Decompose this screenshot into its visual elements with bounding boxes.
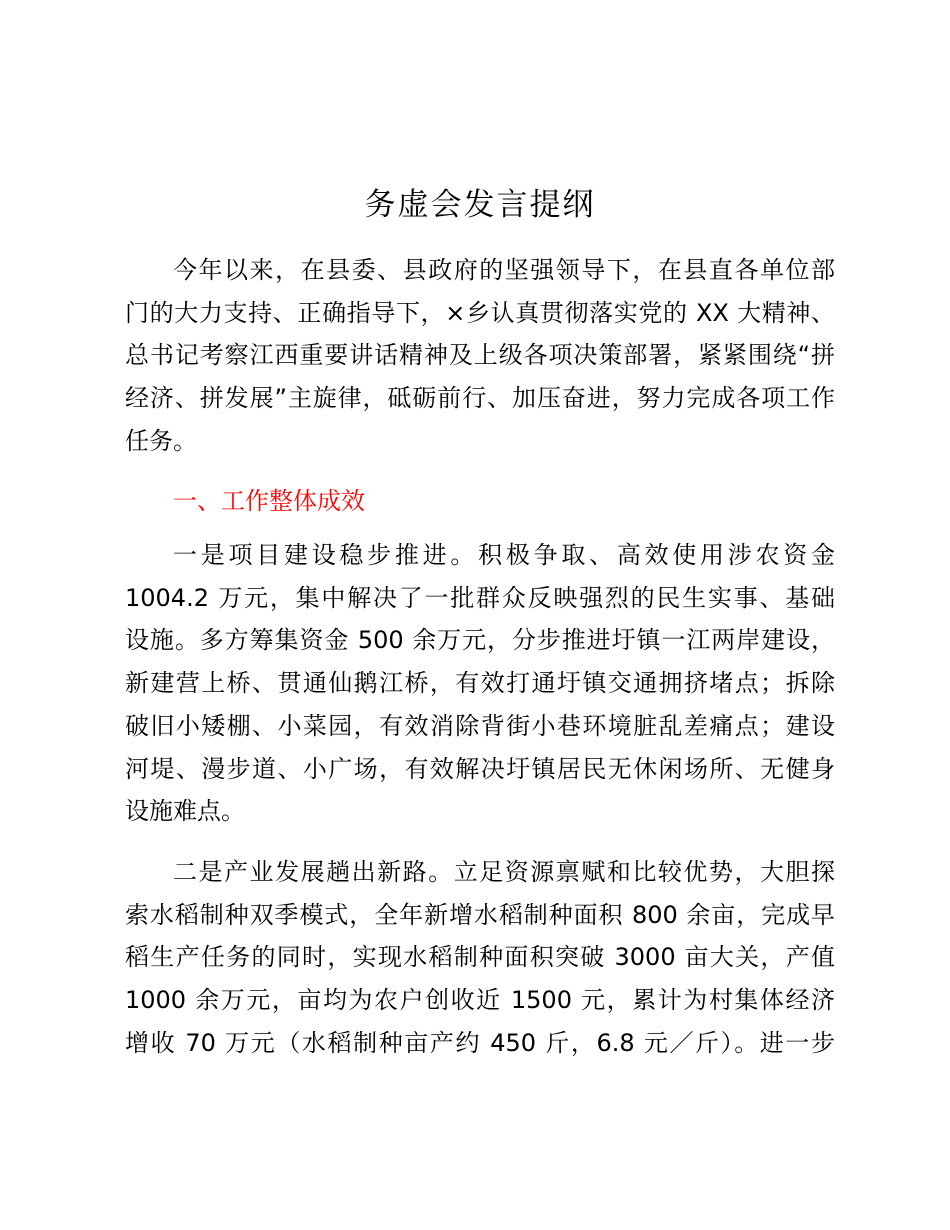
project-line: 河堤、漫步道、小广场，有效解决圩镇居民无休闲场所、无健身 bbox=[125, 754, 835, 783]
intro-line: 任务。 bbox=[125, 426, 197, 455]
intro-line: 门的大力支持、正确指导下，×乡认真贯彻落实党的 XX 大精神、 bbox=[125, 298, 835, 327]
project-line: 一是项目建设稳步推进。积极争取、高效使用涉农资金 bbox=[173, 541, 835, 569]
intro-paragraph bbox=[125, 249, 835, 463]
project-line: 设施。多方筹集资金 500 余万元，分步推进圩镇一江两岸建设， bbox=[125, 626, 835, 655]
industry-line: 索水稻制种双季模式，全年新增水稻制种面积 800 余亩，完成早 bbox=[125, 900, 835, 929]
industry-line: 稻生产任务的同时，实现水稻制种面积突破 3000 亩大关，产值 bbox=[125, 943, 835, 972]
project-line: 新建营上桥、贯通仙鹅江桥，有效打通圩镇交通拥挤堵点；拆除 bbox=[125, 669, 835, 698]
industry-paragraph bbox=[125, 851, 835, 1065]
intro-line: 经济、拼发展”主旋律，砥砺前行、加压奋进，努力完成各项工作 bbox=[125, 384, 835, 413]
industry-line: 二是产业发展趟出新路。立足资源禀赋和比较优势，大胆探 bbox=[173, 858, 835, 886]
industry-line: 增收 70 万元（水稻制种亩产约 450 斤，6.8 元／斤）。进一步 bbox=[125, 1028, 835, 1057]
project-paragraph bbox=[125, 534, 835, 833]
industry-line: 1000 余万元，亩均为农户创收近 1500 元，累计为村集体经济 bbox=[125, 986, 835, 1015]
project-line: 破旧小矮棚、小菜园，有效消除背街小巷环境脏乱差痛点；建设 bbox=[125, 711, 835, 740]
project-line: 设施难点。 bbox=[125, 797, 245, 826]
section-heading: 一、工作整体成效 bbox=[173, 487, 365, 515]
page-title: 务虚会发言提纲 bbox=[364, 187, 596, 223]
project-line: 1004.2 万元，集中解决了一批群众反映强烈的民生实事、基础 bbox=[125, 583, 835, 612]
intro-line: 总书记考察江西重要讲话精神及上级各项决策部署，紧紧围绕“拼 bbox=[125, 341, 835, 370]
intro-line: 今年以来，在县委、县政府的坚强领导下，在县直各单位部 bbox=[173, 256, 835, 284]
